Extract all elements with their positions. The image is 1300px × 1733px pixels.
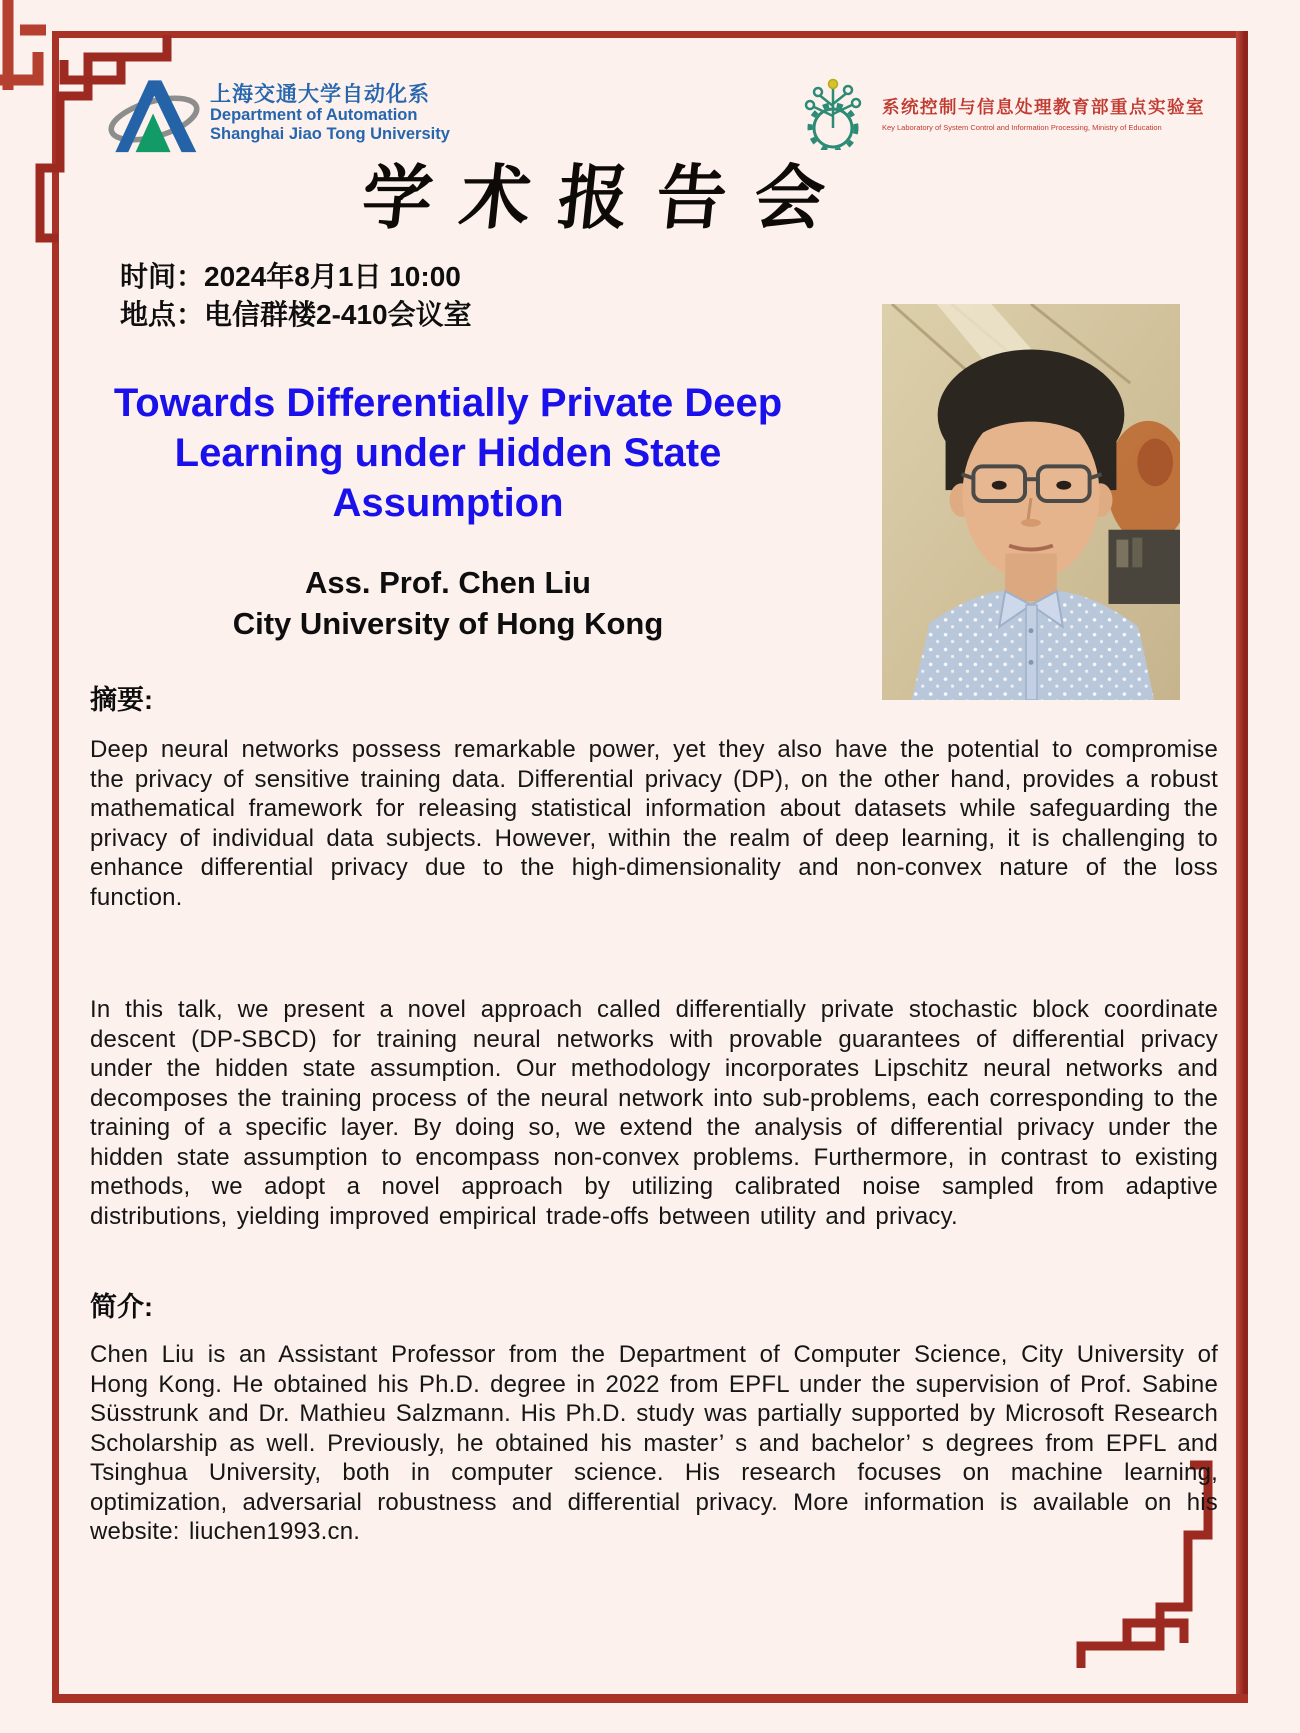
time-label: 时间： [120, 261, 205, 292]
banner-title: 学术报告会 [358, 156, 857, 239]
speaker-photo [882, 304, 1180, 700]
speaker-block [86, 562, 810, 644]
sjtu-logo-cn: 上海交通大学自动化系 [210, 82, 430, 106]
key-lab-cn: 系统控制与信息处理教育部重点实验室 [882, 97, 1205, 117]
abstract-paragraph-2: In this talk, we present a novel approach called differentially private stochastic block coordinate descent (DP-SBCD) for training neural networks with provable guarantees of differential privacy under the hidden state assumption. Our methodology incorporates Lipschitz neural networks and decomposes the training process of the neural network into sub-problems, each corresponding to the training of a specific layer. By doing so, we extend the analysis of differential privacy under the hidden state assumption to encompass non-convex problems. Furthermore, in contrast to existing methods, we adopt a novel approach by utilizing calibrated noise sampled from adaptive distributions, yielding improved empirical trade-offs between utility and privacy. [90, 996, 1218, 1230]
meta-block [120, 258, 472, 334]
key-lab-logo-text [882, 94, 1205, 132]
talk-title [86, 378, 810, 528]
talk-title-line2: Learning under Hidden State [174, 431, 722, 475]
speaker-name: Ass. Prof. Chen Liu [305, 565, 591, 600]
frame-left-border [52, 31, 59, 1703]
speaker-affiliation: City University of Hong Kong [232, 606, 664, 641]
time-value: 2024年8月1日 10:00 [204, 261, 461, 292]
bio-heading: 简介: [90, 1292, 153, 1322]
talk-title-line1: Towards Differentially Private Deep [113, 381, 783, 425]
sjtu-logo-en1: Department of Automation [210, 106, 418, 125]
abstract-paragraph-1: Deep neural networks possess remarkable power, yet they also have the potential to compromise the privacy of sensitive training data. Differential privacy (DP), on the other hand, provides a robust mathematical framework for releasing statistical information about datasets while safeguarding the privacy of individual data subjects. However, within the realm of deep learning, it is challenging to enhance differential privacy due to the high-dimensionality and non-convex nature of the loss function. [90, 736, 1218, 911]
key-lab-en: Key Laboratory of System Control and Information Processing, Ministry of Education [882, 123, 1162, 132]
place-label: 地点： [120, 299, 205, 330]
sjtu-logo-en2: Shanghai Jiao Tong University [210, 124, 450, 143]
lab-icon-yellow-node [829, 80, 838, 89]
key-lab-logo-icon [796, 76, 870, 150]
bio-paragraph: Chen Liu is an Assistant Professor from the Department of Computer Science, City University of Hong Kong. He obtained his Ph.D. degree in 2022 from EPFL under the supervision of Prof. Sabine Süsstrunk and Dr. Mathieu Salzmann. His Ph.D. study was partially supported by Microsoft Research Scholarship as well. Previously, he obtained his master’ s and bachelor’ s degrees from EPFL and Tsinghua University, both in computer science. His research focuses on machine learning, optimization, adversarial robustness and differential privacy. More information is available on his website: liuchen1993.cn. [90, 1341, 1218, 1545]
place-value: 电信群楼2-410会议室 [204, 299, 472, 330]
sjtu-logo-text [210, 83, 450, 143]
frame-top-border [52, 31, 1248, 38]
key-lab-logo [796, 76, 1205, 150]
talk-title-line3: Assumption [332, 481, 564, 525]
abstract-heading: 摘要: [90, 685, 153, 715]
meta-time [120, 258, 472, 296]
meta-place [120, 296, 472, 334]
